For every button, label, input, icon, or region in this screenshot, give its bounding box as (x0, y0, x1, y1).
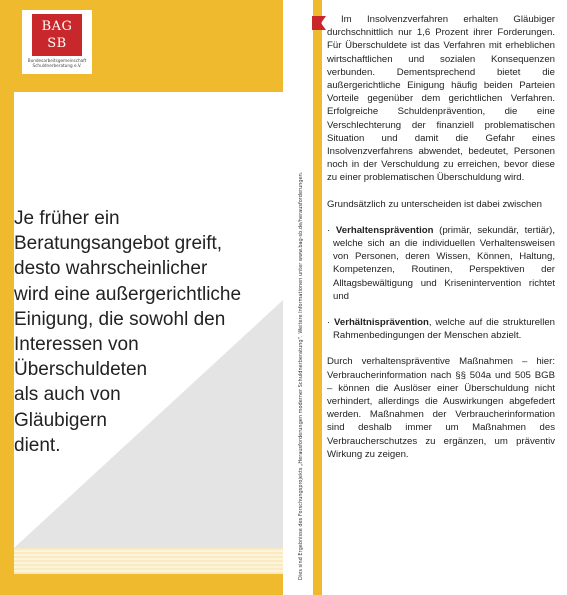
bullet-marker: · (327, 224, 331, 236)
paragraph-measures: Durch verhaltenspräventive Maßnahmen – hier: Verbraucherinformation nach §§ 504a und 505 BGB – können die Auslöser einer Überschuldung nicht verhindert, allerdings die Auswirkungen abgefedert werden. Maßnahmen der Verbraucherinformation sind deshalb immer um Maßnahmen des Verbraucherschutzes zu ergänzen, um präventiv Wirkung zu zeigen. (327, 356, 555, 460)
stripe-band (14, 548, 283, 574)
term-verhaltenspraevention: Verhaltensprävention (335, 224, 434, 236)
bullet-text: (primär, sekundär, tertiär), welche sich an die individuellen Verhaltensweisen von Personen, deren Wissen, Können, Haltung, Kompetenzen, Routinen, Perspektiven der Alltagsbewältigung und Krisenintervention richtet und (333, 224, 556, 302)
spine-accent-bar (313, 0, 322, 595)
flag-icon (312, 16, 326, 30)
front-panel (0, 0, 283, 595)
logo-subtitle: Bundesarbeitsgemeinschaft Schuldnerberatung e.V. (27, 58, 87, 68)
paragraph-distinction: Grundsätzlich zu unterscheiden ist dabei zwischen (327, 198, 542, 210)
bullet-text: , welche auf die strukturellen Rahmenbedingungen der Menschen abzielt. (333, 317, 555, 342)
pull-quote: Je früher ein Beratungsangebot greift, desto wahrscheinlicher wird eine außergerichtliche Einigung, die sowohl den Interessen von Überschuldeten als auch von Gläubigern dient. (14, 208, 242, 456)
spine-text: Dies sind Ergebnisse des Forschungsprojekts „Herausforderungen moderner Schuldnerberatung“. Weitere Informationen unter www.bag-sb.de/herausforderungen. (298, 171, 304, 580)
logo-mark (32, 14, 82, 56)
list-item (327, 316, 555, 342)
logo (22, 10, 92, 74)
body-text (327, 13, 555, 474)
footer-band (0, 574, 283, 595)
logo-line-1: BAG (41, 19, 73, 34)
logo-line-2: SB (47, 36, 67, 51)
term-verhaeltnispraevention: Verhältnisprävention (334, 317, 429, 329)
paragraph-intro: Im Insolvenzverfahren erhalten Gläubiger durchschnittlich nur 1,6 Prozent ihrer Forderungen. Für Überschuldete ist das Verfahren mit erheblichen wirtschaftlichen und sozialen Konsequenzen verbunden. Dementsprechend bietet die außergerichtliche Einigung häufig beiden Parteien Vorteile gegenüber dem gerichtlichen Verfahren. Erfolgreiche Schuldenprävention, die eine Verschlechterung der finanziell problematischen Situation und damit die Gefahr eines Insolvenzverfahrens abwendet, bedeutet, Personen noch in der Verschuldung zu erreichen, bevor diese zu einer problematischen Überschuldung wird. (327, 14, 555, 184)
list-item (327, 224, 555, 303)
bullet-marker: · (327, 317, 331, 329)
